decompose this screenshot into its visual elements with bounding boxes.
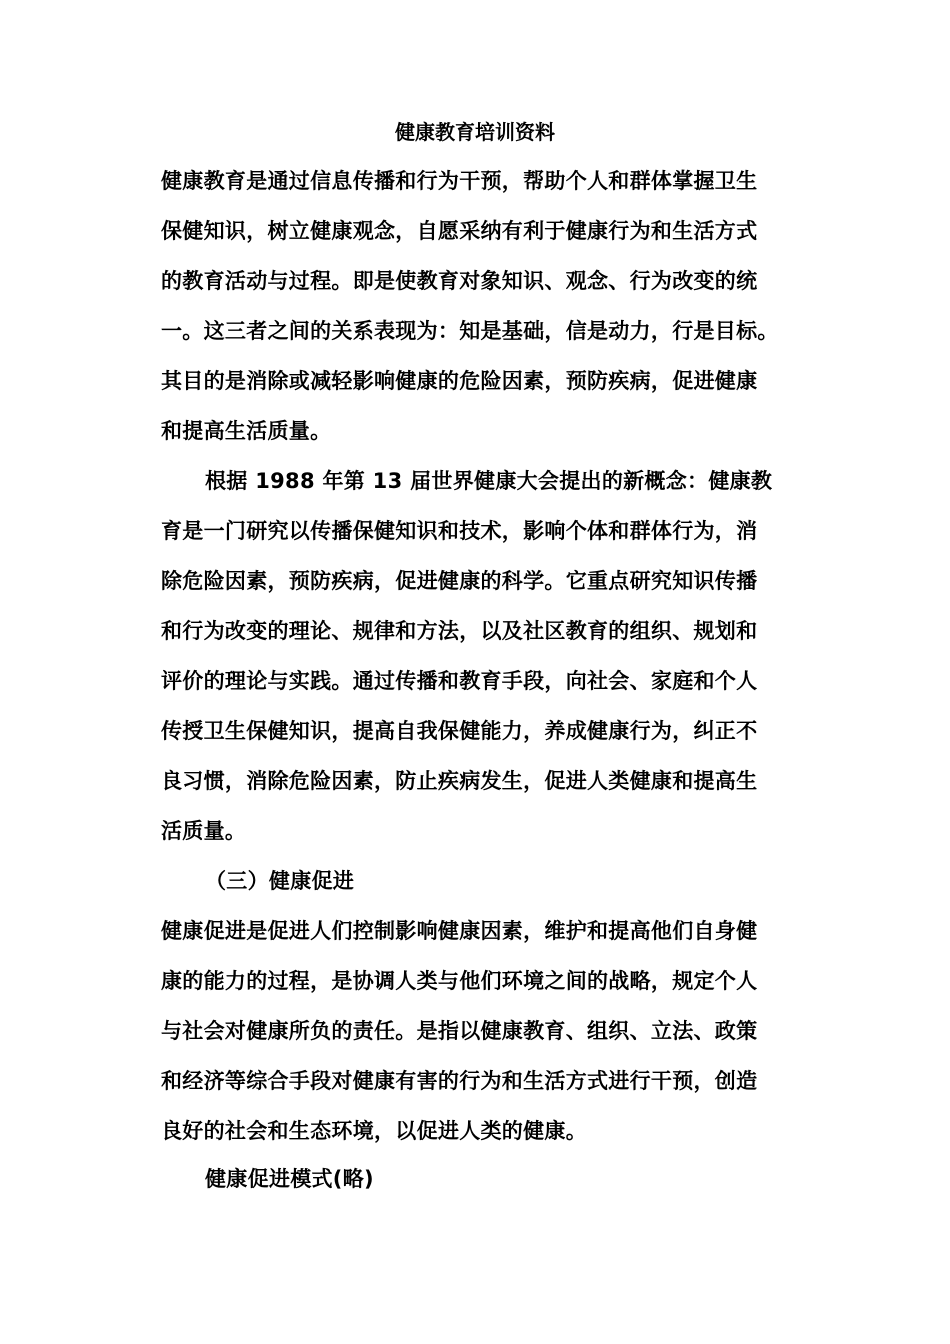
text-line: 的教育活动与过程。即是使教育对象知识、观念、行为改变的统 [161, 269, 758, 293]
section-heading-text: （三）健康促进 [205, 869, 355, 893]
text-line: 传授卫生保健知识，提高自我保健能力，养成健康行为，纠正不 [161, 719, 758, 743]
text-line: 一。这三者之间的关系表现为：知是基础，信是动力，行是目标。 [161, 319, 779, 343]
paragraph-who-concept [161, 456, 787, 856]
section-heading [161, 856, 787, 906]
text-line: 与社会对健康所负的责任。是指以健康教育、组织、立法、政策 [161, 1019, 758, 1043]
text-line: 健康促进模式(略) [205, 1167, 374, 1191]
text-line: 良习惯，消除危险因素，防止疾病发生，促进人类健康和提高生 [161, 769, 758, 793]
document-title: 健康教育培训资料 [395, 120, 555, 144]
paragraph-intro [161, 156, 787, 456]
text-line: 健康教育是通过信息传播和行为干预，帮助个人和群体掌握卫生 [161, 169, 758, 193]
text-line: 活质量。 [161, 819, 247, 843]
text-line: 和行为改变的理论、规律和方法，以及社区教育的组织、规划和 [161, 619, 758, 643]
paragraph-promotion [161, 906, 787, 1156]
text-line: 评价的理论与实践。通过传播和教育手段，向社会、家庭和个人 [161, 669, 758, 693]
text-line: 其目的是消除或减轻影响健康的危险因素，预防疾病，促进健康 [161, 369, 758, 393]
text-line: 除危险因素，预防疾病，促进健康的科学。它重点研究知识传播 [161, 569, 758, 593]
text-line: 和提高生活质量。 [161, 419, 332, 443]
text-line: 健康促进是促进人们控制影响健康因素，维护和提高他们自身健 [161, 919, 758, 943]
text-line: 育是一门研究以传播保健知识和技术，影响个体和群体行为，消 [161, 519, 758, 543]
paragraph-model [161, 1154, 787, 1204]
text-line: 康的能力的过程，是协调人类与他们环境之间的战略，规定个人 [161, 969, 758, 993]
text-line: 和经济等综合手段对健康有害的行为和生活方式进行干预，创造 [161, 1069, 758, 1093]
text-line: 良好的社会和生态环境，以促进人类的健康。 [161, 1119, 587, 1143]
text-line: 根据 1988 年第 13 届世界健康大会提出的新概念：健康教 [205, 469, 773, 493]
text-line: 保健知识，树立健康观念，自愿采纳有利于健康行为和生活方式 [161, 219, 758, 243]
